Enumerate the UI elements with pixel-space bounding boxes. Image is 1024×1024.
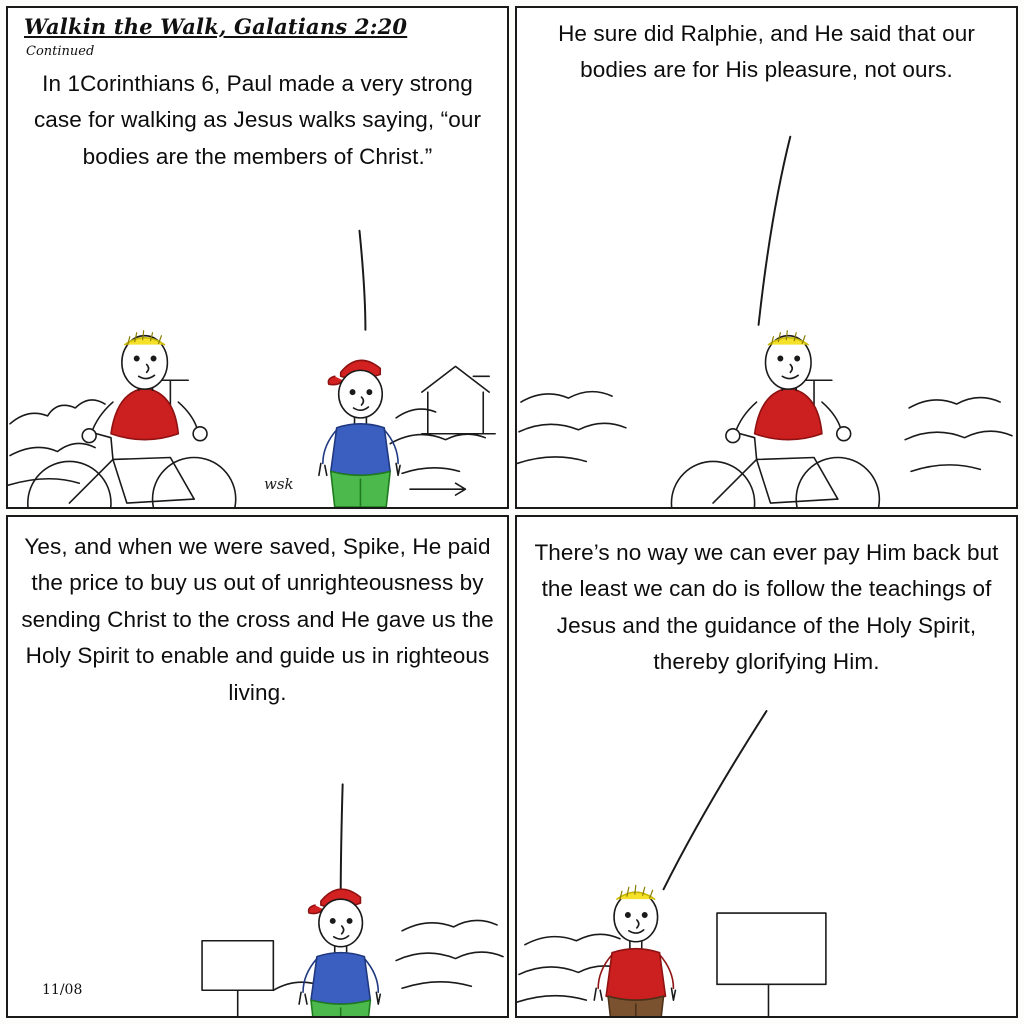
panel-4-artwork — [517, 517, 1016, 1016]
page-title: Walkin the Walk, Galatians 2:20 — [24, 14, 408, 39]
panel-2-artwork — [517, 8, 1016, 507]
panel-3-caption: Yes, and when we were saved, Spike, He paid the price to buy us out of unrighteousness by sending Christ to the cross and He gave us the Holy Spirit to enable and guide us in righteous living. — [21, 534, 494, 705]
comic-panel-3 — [6, 515, 509, 1018]
comic-panel-grid — [6, 6, 1018, 1018]
comic-panel-2 — [515, 6, 1018, 509]
panel-3-artwork — [8, 517, 507, 1016]
comic-panel-1 — [6, 6, 509, 509]
panel-1-artwork — [8, 8, 507, 507]
panel-1-caption: In 1Corinthians 6, Paul made a very strong case for walking as Jesus walks saying, “our bodies are the members of Christ.” — [33, 71, 482, 169]
date-stamp: 11/08 — [42, 982, 83, 998]
page-subtitle: Continued — [26, 44, 95, 59]
panel-4-caption: There’s no way we can ever pay Him back but the least we can do is follow the teachings of Jesus and the guidance of the Holy Spirit, thereby glorifying Him. — [534, 540, 999, 675]
artist-signature: wsk — [264, 475, 294, 493]
panel-2-caption: He sure did Ralphie, and He said that our bodies are for His pleasure, not ours. — [558, 21, 975, 83]
comic-panel-4 — [515, 515, 1018, 1018]
